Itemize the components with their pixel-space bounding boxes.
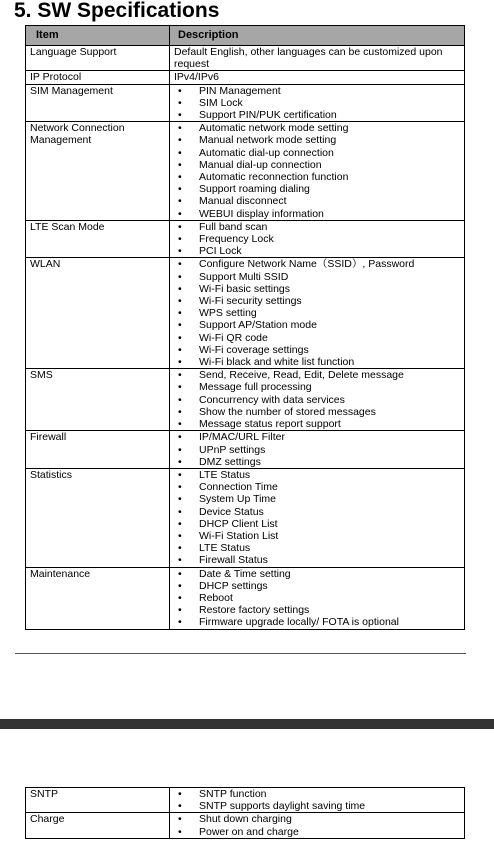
table-row (26, 84, 465, 122)
description-cell (170, 71, 465, 84)
description-cell (170, 431, 465, 469)
list-item: • WEBUI display information (174, 208, 460, 220)
table-row (26, 567, 465, 629)
table-row (26, 468, 465, 567)
description-cell (170, 46, 465, 71)
list-item: • Support AP/Station mode (174, 319, 460, 331)
list-item: • UPnP settings (174, 444, 460, 456)
list-item: • Firewall Status (174, 554, 460, 566)
list-item: • SIM Lock (174, 97, 460, 109)
list-item: • Message full processing (174, 381, 460, 393)
list-item: • DMZ settings (174, 456, 460, 468)
list-item: • Connection Time (174, 481, 460, 493)
sw-spec-table (25, 25, 465, 630)
description-cell (170, 369, 465, 431)
list-item: • Manual dial-up connection (174, 159, 460, 171)
list-item: • Manual network mode setting (174, 134, 460, 146)
item-cell: IP Protocol (26, 71, 170, 84)
list-item: • Reboot (174, 592, 460, 604)
item-cell: Statistics (26, 468, 170, 567)
list-item: • Configure Network Name（SSID）, Password (174, 258, 460, 270)
list-item: • PCI Lock (174, 245, 460, 257)
list-item: • Wi-Fi black and white list function (174, 356, 460, 368)
bullet-list (174, 85, 460, 122)
list-item: • WPS setting (174, 307, 460, 319)
list-item: • Automatic dial-up connection (174, 147, 460, 159)
list-item: • DHCP settings (174, 580, 460, 592)
description-cell (170, 220, 465, 258)
list-item: • Automatic network mode setting (174, 122, 460, 134)
table-end-rule (15, 653, 466, 654)
list-item: • Send, Receive, Read, Edit, Delete message (174, 369, 460, 381)
bullet-list (174, 469, 460, 567)
description-cell (170, 84, 465, 122)
table-row (26, 220, 465, 258)
list-item: • Wi-Fi coverage settings (174, 344, 460, 356)
list-item: • Automatic reconnection function (174, 171, 460, 183)
table-row (26, 431, 465, 469)
item-cell: LTE Scan Mode (26, 220, 170, 258)
item-cell: WLAN (26, 258, 170, 369)
list-item: • IP/MAC/URL Filter (174, 431, 460, 443)
list-item: • Wi-Fi basic settings (174, 283, 460, 295)
list-item: • PIN Management (174, 85, 460, 97)
table-row (26, 788, 465, 813)
page-heading: 5. SW Specifications (14, 0, 220, 22)
list-item: • Full band scan (174, 221, 460, 233)
description-cell (170, 567, 465, 629)
item-cell: SNTP (26, 788, 170, 813)
bullet-list (174, 813, 460, 837)
table-row (26, 258, 465, 369)
list-item: • Device Status (174, 506, 460, 518)
item-cell: Language Support (26, 46, 170, 71)
list-item: • Manual disconnect (174, 195, 460, 207)
bullet-list (174, 431, 460, 468)
description-column-header: Description (170, 26, 465, 46)
table-header-row (26, 26, 465, 46)
list-item: • SNTP function (174, 788, 460, 800)
item-cell: SMS (26, 369, 170, 431)
item-cell: Firewall (26, 431, 170, 469)
list-item: • Message status report support (174, 418, 460, 430)
list-item: • Frequency Lock (174, 233, 460, 245)
description-cell (170, 788, 465, 813)
item-cell: Charge (26, 813, 170, 838)
list-item: • Shut down charging (174, 813, 460, 825)
description-cell (170, 813, 465, 838)
list-item: • Concurrency with data services (174, 394, 460, 406)
list-item: • Support roaming dialing (174, 183, 460, 195)
table-row (26, 46, 465, 71)
description-text: Default English, other languages can be customized upon request (174, 46, 443, 71)
item-column-header: Item (26, 26, 170, 46)
description-cell (170, 122, 465, 221)
list-item: • Wi-Fi Station List (174, 530, 460, 542)
list-item: • System Up Time (174, 493, 460, 505)
description-text: IPv4/IPv6 (174, 71, 219, 84)
bullet-list (174, 568, 460, 629)
list-item: • Support Multi SSID (174, 271, 460, 283)
description-cell (170, 258, 465, 369)
list-item: • SNTP supports daylight saving time (174, 800, 460, 812)
list-item: • Power on and charge (174, 826, 460, 838)
table-row (26, 71, 465, 84)
bullet-list (174, 221, 460, 258)
table-row (26, 813, 465, 838)
list-item: • DHCP Client List (174, 518, 460, 530)
item-cell: Network Connection Management (26, 122, 170, 221)
list-item: • Firmware upgrade locally/ FOTA is optional (174, 616, 460, 628)
bullet-list (174, 369, 460, 430)
list-item: • Show the number of stored messages (174, 406, 460, 418)
bullet-list (174, 258, 460, 368)
list-item: • Wi-Fi security settings (174, 295, 460, 307)
page-break-band (0, 719, 494, 729)
list-item: • LTE Status (174, 542, 460, 554)
table-row (26, 122, 465, 221)
description-cell (170, 468, 465, 567)
list-item: • Wi-Fi QR code (174, 332, 460, 344)
item-cell: SIM Management (26, 84, 170, 122)
list-item: • Restore factory settings (174, 604, 460, 616)
sw-spec-table-continued (25, 787, 465, 839)
list-item: • Date & Time setting (174, 568, 460, 580)
item-cell: Maintenance (26, 567, 170, 629)
list-item: • Support PIN/PUK certification (174, 109, 460, 121)
list-item: • LTE Status (174, 469, 460, 481)
bullet-list (174, 788, 460, 812)
table-row (26, 369, 465, 431)
bullet-list (174, 122, 460, 220)
